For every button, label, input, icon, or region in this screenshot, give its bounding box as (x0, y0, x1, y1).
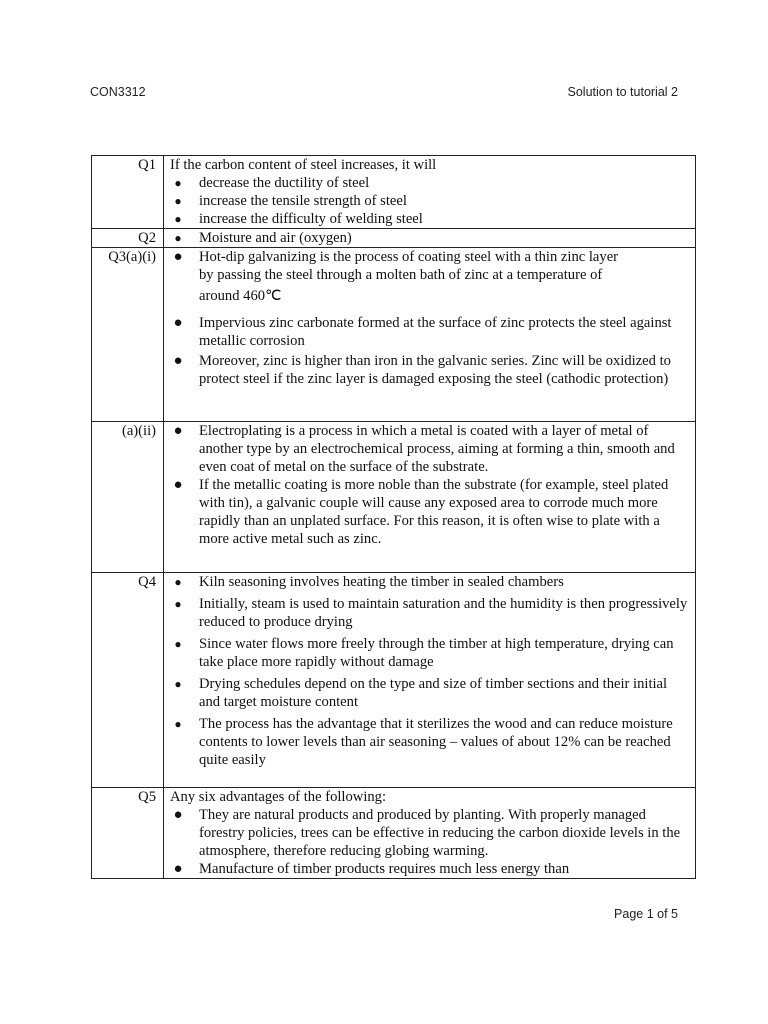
question-label-q4: Q4 (92, 573, 164, 788)
list-item-text: If the metallic coating is more noble than the substrate (for example, steel plated with tin), a galvanic couple will cause any exposed area to corrode much more rapidly than an unplated surface. For this reason, it is often wise to plate with a more active metal such as zinc. (199, 477, 669, 547)
bullet-icon: ● (173, 315, 183, 331)
bullet-list (170, 174, 691, 228)
answer-q1 (164, 156, 696, 229)
question-label-q5: Q5 (92, 788, 164, 879)
bullet-icon: ● (174, 717, 182, 731)
list-item-text: increase the tensile strength of steel (199, 193, 407, 209)
list-item-text: Hot-dip galvanizing is the process of coating steel with a thin zinc layer (199, 249, 619, 265)
course-code: CON3312 (90, 85, 146, 99)
table-row-q3aii (92, 422, 696, 573)
bullet-list (170, 806, 691, 878)
list-item-text: increase the difficulty of welding steel (199, 211, 423, 227)
list-item (170, 248, 691, 308)
bullet-icon: ● (173, 477, 183, 493)
document-title: Solution to tutorial 2 (567, 85, 678, 99)
bullet-icon: ● (174, 231, 182, 245)
answer-q3aii (164, 422, 696, 573)
bullet-icon: ● (174, 677, 182, 691)
list-item (170, 314, 691, 350)
table-row-q3ai (92, 248, 696, 422)
bullet-icon: ● (173, 423, 183, 439)
list-item (170, 210, 691, 228)
list-item (170, 806, 691, 860)
list-item (170, 675, 691, 711)
list-item-text: Impervious zinc carbonate formed at the surface of zinc protects the steel against metallic corrosion (199, 315, 672, 349)
list-item (170, 352, 691, 388)
list-item (170, 715, 691, 769)
list-item-text: Electroplating is a process in which a metal is coated with a layer of metal of another type by an electrochemical process, aiming at forming a thin, smooth and even coat of metal on the surface of the substrate. (199, 423, 675, 475)
list-item (170, 635, 691, 671)
list-item-text: Drying schedules depend on the type and size of timber sections and their initial and target moisture content (199, 676, 668, 710)
list-item (170, 174, 691, 192)
list-item (170, 192, 691, 210)
answer-q4 (164, 573, 696, 788)
list-item-text: Moisture and air (oxygen) (199, 230, 352, 246)
bullet-icon: ● (174, 575, 182, 589)
bullet-icon: ● (174, 176, 182, 190)
answer-q2 (164, 229, 696, 248)
list-item (170, 476, 691, 548)
bullet-icon: ● (174, 194, 182, 208)
bullet-list (170, 229, 691, 247)
list-item-text: They are natural products and produced by planting. With properly managed forestry policies, trees can be effective in reducing the carbon dioxide levels in the atmosphere, therefore reducing globing warming. (199, 807, 681, 859)
bullet-icon: ● (174, 212, 182, 226)
list-item (170, 595, 691, 631)
question-label-q2: Q2 (92, 229, 164, 248)
bullet-list (170, 248, 691, 388)
question-label-q1: Q1 (92, 156, 164, 229)
bullet-icon: ● (173, 807, 183, 823)
list-item-text: Since water flows more freely through the timber at high temperature, drying can take place more rapidly without damage (199, 636, 674, 670)
table-row-q1 (92, 156, 696, 229)
list-item-text: by passing the steel through a molten bath of zinc at a temperature of (199, 267, 603, 283)
bullet-icon: ● (173, 861, 183, 877)
list-item (170, 573, 691, 591)
bullet-icon: ● (173, 353, 183, 369)
page-number: Page 1 of 5 (614, 907, 678, 921)
list-item-text: Manufacture of timber products requires much less energy than (199, 861, 570, 877)
list-item-text: Initially, steam is used to maintain saturation and the humidity is then progressively reduced to produce drying (199, 596, 688, 630)
solution-table (91, 155, 696, 879)
list-item-text: Moreover, zinc is higher than iron in the galvanic series. Zinc will be oxidized to protect steel if the zinc layer is damaged exposing the steel (cathodic protection) (199, 353, 671, 387)
answer-q5 (164, 788, 696, 879)
question-label-q3aii: (a)(ii) (92, 422, 164, 573)
list-item (170, 860, 691, 878)
bullet-icon: ● (173, 249, 183, 265)
table-row-q4 (92, 573, 696, 788)
answer-intro: Any six advantages of the following: (170, 789, 387, 805)
list-item-text: The process has the advantage that it sterilizes the wood and can reduce moisture contents to lower levels than air seasoning – values of about 12% can be reached quite easily (199, 716, 673, 768)
list-item-text: around 460℃ (199, 288, 282, 304)
table-row-q5 (92, 788, 696, 879)
list-item-text: Kiln seasoning involves heating the timber in sealed chambers (199, 574, 564, 590)
list-item-text: decrease the ductility of steel (199, 175, 370, 191)
bullet-list (170, 573, 691, 769)
bullet-list (170, 422, 691, 548)
bullet-icon: ● (174, 597, 182, 611)
list-item (170, 422, 691, 476)
table-row-q2 (92, 229, 696, 248)
question-label-q3ai: Q3(a)(i) (92, 248, 164, 422)
bullet-icon: ● (174, 637, 182, 651)
answer-q3ai (164, 248, 696, 422)
list-item (170, 229, 691, 247)
answer-intro: If the carbon content of steel increases, it will (170, 157, 437, 173)
